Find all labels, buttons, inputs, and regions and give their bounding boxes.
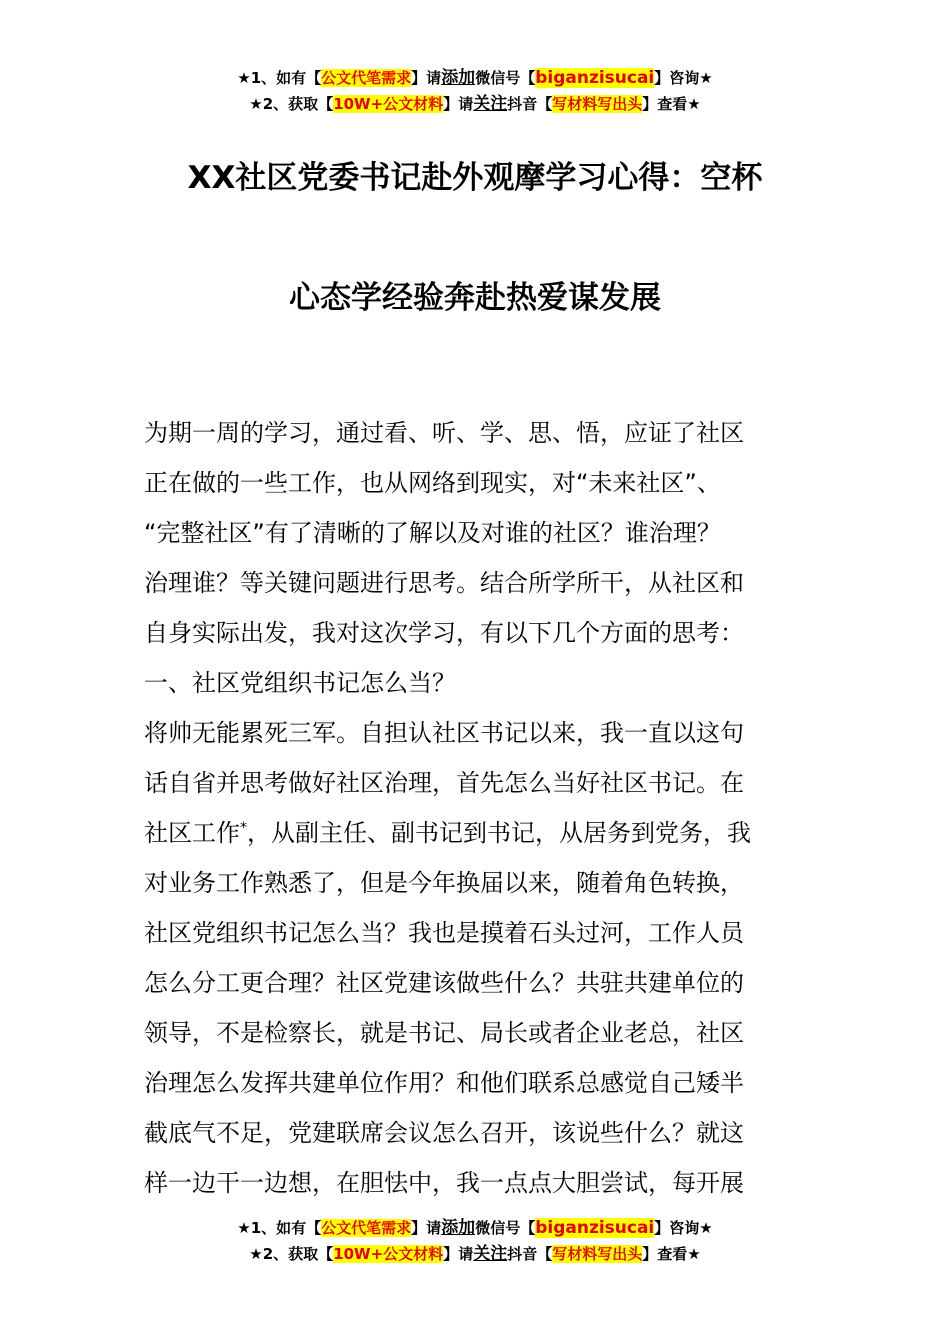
- body-line: “完整社区”有了清晰的了解以及对谁的社区？谁治理？: [144, 519, 721, 547]
- banner-text: ★1、如有【: [237, 1219, 322, 1237]
- banner-text: 抖音【: [507, 95, 553, 113]
- body-line: 治理怎么发挥共建单位作用？和他们联系总感觉自己矮半: [144, 1069, 744, 1097]
- document-title-line-1: XX社区党委书记赴外观摩学习心得：空杯: [187, 160, 763, 196]
- banner-text: 】查看★: [642, 95, 701, 113]
- body-line: 话自省并思考做好社区治理，首先怎么当好社区书记。在: [144, 769, 744, 797]
- banner-text: 】查看★: [642, 1245, 701, 1263]
- banner-underline: 关注: [473, 94, 508, 114]
- document-body: [144, 408, 810, 1208]
- body-text: 社区工作: [144, 819, 240, 847]
- banner-text: 】请: [443, 95, 474, 113]
- section-heading: 一、社区党组织书记怎么当？: [144, 669, 456, 697]
- body-line: 治理谁？等关键问题进行思考。结合所学所干，从社区和: [144, 569, 744, 597]
- banner-highlight: 公文代笔需求: [321, 69, 412, 87]
- banner-highlight: 写材料写出头: [552, 95, 643, 113]
- banner-highlight: 公文代笔需求: [321, 1219, 412, 1237]
- banner-text: 抖音【: [507, 1245, 553, 1263]
- body-text: ，从副主任、副书记到书记，从居务到党务，我: [247, 819, 751, 847]
- banner-highlight: biganzisucai: [535, 68, 655, 88]
- banner-line-2: [0, 1241, 950, 1267]
- banner-highlight: 10W+公文材料: [333, 95, 444, 113]
- body-line: 自身实际出发，我对这次学习，有以下几个方面的思考：: [144, 619, 744, 647]
- banner-text: 】请: [443, 1245, 474, 1263]
- body-line: 怎么分工更合理？社区党建该做些什么？共驻共建单位的: [144, 969, 744, 997]
- body-line: 截底气不足，党建联席会议怎么召开，该说些什么？就这: [144, 1119, 744, 1147]
- body-line: 样一边干一边想，在胆怯中，我一点点大胆尝试，每开展: [144, 1169, 744, 1197]
- banner-underline: 关注: [473, 1244, 508, 1264]
- banner-line-1: [0, 65, 950, 91]
- banner-underline: 添加: [441, 1218, 476, 1238]
- banner-text: 】咨询★: [654, 69, 713, 87]
- banner-text: ★1、如有【: [237, 69, 322, 87]
- banner-text: 】请: [411, 69, 442, 87]
- body-line: [144, 808, 810, 858]
- body-line: 将帅无能累死三军。自担认社区书记以来，我一直以这句: [144, 719, 744, 747]
- banner-line-1: [0, 1215, 950, 1241]
- superscript-mark: *: [240, 820, 247, 836]
- banner-text: ★2、获取【: [249, 1245, 334, 1263]
- banner-text: ★2、获取【: [249, 95, 334, 113]
- banner-highlight: 10W+公文材料: [333, 1245, 444, 1263]
- body-line: 正在做的一些工作，也从网络到现实，对“未来社区”、: [144, 469, 721, 497]
- banner-underline: 添加: [441, 68, 476, 88]
- document-title-line-2: 心态学经验奔赴热爱谋发展: [289, 280, 661, 316]
- body-line: 领导，不是检察长，就是书记、局长或者企业老总，社区: [144, 1019, 744, 1047]
- banner-highlight: 写材料写出头: [552, 1245, 643, 1263]
- footer-banner: [0, 1215, 950, 1267]
- banner-line-2: [0, 91, 950, 117]
- banner-text: 】咨询★: [654, 1219, 713, 1237]
- banner-text: 】请: [411, 1219, 442, 1237]
- banner-text: 微信号【: [475, 69, 536, 87]
- body-line: 为期一周的学习，通过看、听、学、思、悟，应证了社区: [144, 419, 744, 447]
- body-line: 社区党组织书记怎么当？我也是摸着石头过河，工作人员: [144, 919, 744, 947]
- banner-text: 微信号【: [475, 1219, 536, 1237]
- banner-highlight: biganzisucai: [535, 1218, 655, 1238]
- body-line: 对业务工作熟悉了，但是今年换届以来，随着角色转换，: [144, 869, 744, 897]
- header-banner: [0, 65, 950, 117]
